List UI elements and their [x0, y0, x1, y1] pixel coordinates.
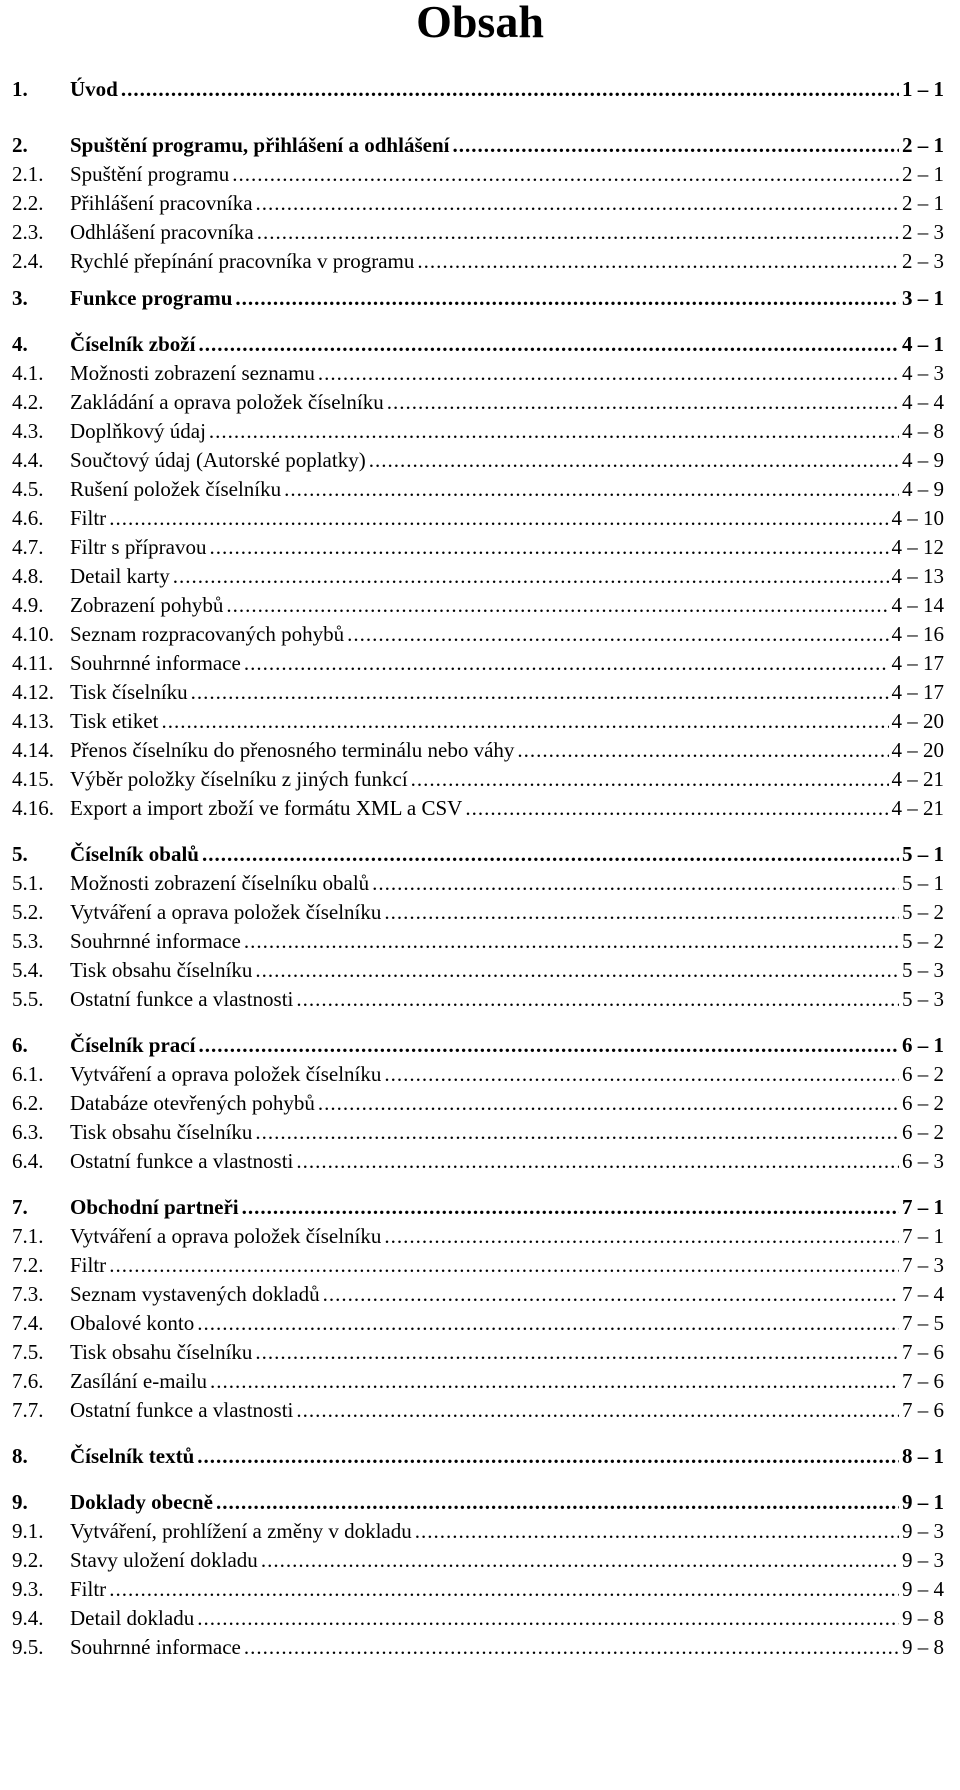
- toc-leader-dots: [417, 247, 899, 276]
- toc-chapter[interactable]: [12, 1193, 944, 1222]
- toc-title: Číselník textů: [70, 1444, 195, 1468]
- toc-page-number: 9 – 3: [902, 1548, 944, 1572]
- toc-number: 4.1.: [12, 361, 44, 385]
- toc-page-number: 4 – 17: [891, 651, 944, 675]
- toc-leader-dots: [197, 1309, 899, 1338]
- toc-page-number: 7 – 6: [902, 1369, 944, 1393]
- toc-entry[interactable]: [12, 1604, 944, 1633]
- toc-leader-dots: [244, 927, 899, 956]
- toc-page-number: 2 – 1: [902, 191, 944, 215]
- toc-leader-dots: [255, 956, 899, 985]
- toc-leader-dots: [411, 765, 889, 794]
- toc-entry[interactable]: [12, 985, 944, 1014]
- toc-leader-dots: [162, 707, 889, 736]
- toc-leader-dots: [197, 1604, 899, 1633]
- toc-page-number: 5 – 3: [902, 958, 944, 982]
- toc-page-number: 9 – 1: [902, 1490, 944, 1514]
- toc-leader-dots: [244, 649, 889, 678]
- toc-number: 4.11.: [12, 651, 54, 675]
- toc-entry[interactable]: [12, 1251, 944, 1280]
- toc-page-number: 5 – 1: [902, 871, 944, 895]
- toc-page-number: 9 – 3: [902, 1519, 944, 1543]
- toc-number: 4.8.: [12, 564, 44, 588]
- toc-number: 9.5.: [12, 1635, 44, 1659]
- toc-title: Tisk etiket: [70, 709, 159, 733]
- toc-entry[interactable]: [12, 475, 944, 504]
- toc-title: Rychlé přepínání pracovníka v programu: [70, 249, 415, 273]
- toc-title: Rušení položek číselníku: [70, 477, 282, 501]
- toc-number: 9.: [12, 1490, 28, 1514]
- toc-leader-dots: [465, 794, 888, 823]
- toc-page-number: 5 – 2: [902, 929, 944, 953]
- toc-entry[interactable]: [12, 1396, 944, 1425]
- toc-leader-dots: [198, 1031, 899, 1060]
- toc-page-number: 7 – 1: [902, 1195, 944, 1219]
- toc-number: 5.1.: [12, 871, 44, 895]
- toc-leader-dots: [109, 504, 888, 533]
- toc-page-number: 2 – 3: [902, 220, 944, 244]
- toc-leader-dots: [255, 1338, 899, 1367]
- toc-number: 7.5.: [12, 1340, 44, 1364]
- toc-title: Seznam rozpracovaných pohybů: [70, 622, 345, 646]
- toc-chapter[interactable]: [12, 1031, 944, 1060]
- toc-number: 4.3.: [12, 419, 44, 443]
- toc-title: Doklady obecně: [70, 1490, 213, 1514]
- toc-leader-dots: [244, 1633, 899, 1662]
- toc-entry[interactable]: [12, 1338, 944, 1367]
- toc-leader-dots: [121, 75, 899, 104]
- toc-title: Vytváření a oprava položek číselníku: [70, 900, 382, 924]
- toc-number: 6.: [12, 1033, 28, 1057]
- toc-page-number: 3 – 1: [902, 286, 944, 310]
- toc-title: Tisk obsahu číselníku: [70, 1120, 253, 1144]
- toc-leader-dots: [369, 446, 899, 475]
- toc-page-number: 7 – 1: [902, 1224, 944, 1248]
- toc-entry[interactable]: [12, 1575, 944, 1604]
- toc-entry[interactable]: [12, 707, 944, 736]
- toc-number: 6.1.: [12, 1062, 44, 1086]
- toc-title: Číselník zboží: [70, 332, 196, 356]
- toc-number: 4.12.: [12, 680, 54, 704]
- toc-title: Přihlášení pracovníka: [70, 191, 253, 215]
- toc-chapter[interactable]: [12, 1488, 944, 1517]
- toc-entry[interactable]: [12, 1367, 944, 1396]
- toc-leader-dots: [109, 1575, 899, 1604]
- toc-entry[interactable]: [12, 1147, 944, 1176]
- toc-leader-dots: [347, 620, 888, 649]
- toc-title: Export a import zboží ve formátu XML a CSV: [70, 796, 463, 820]
- toc-entry[interactable]: [12, 794, 944, 823]
- toc-number: 7.4.: [12, 1311, 44, 1335]
- toc-leader-dots: [216, 1488, 899, 1517]
- toc-entry[interactable]: [12, 956, 944, 985]
- toc-page-number: 4 – 20: [891, 738, 944, 762]
- toc-entry[interactable]: [12, 504, 944, 533]
- toc-entry[interactable]: [12, 869, 944, 898]
- toc-title: Možnosti zobrazení seznamu: [70, 361, 315, 385]
- toc-leader-dots: [226, 591, 888, 620]
- toc-title: Odhlášení pracovníka: [70, 220, 254, 244]
- toc-number: 3.: [12, 286, 28, 310]
- toc-page-number: 2 – 1: [902, 133, 944, 157]
- toc-page-number: 4 – 14: [891, 593, 944, 617]
- toc-leader-dots: [235, 284, 899, 313]
- toc-number: 4.15.: [12, 767, 54, 791]
- toc-page-number: 4 – 10: [891, 506, 944, 530]
- toc-title: Obalové konto: [70, 1311, 195, 1335]
- toc-entry[interactable]: [12, 247, 944, 276]
- toc-entry[interactable]: [12, 649, 944, 678]
- toc-number: 9.2.: [12, 1548, 44, 1572]
- toc-chapter[interactable]: [12, 284, 944, 313]
- toc-number: 7.3.: [12, 1282, 44, 1306]
- toc-title: Zobrazení pohybů: [70, 593, 224, 617]
- toc-number: 4.13.: [12, 709, 54, 733]
- toc-entry[interactable]: [12, 388, 944, 417]
- toc-title: Stavy uložení dokladu: [70, 1548, 258, 1572]
- toc-page-number: 1 – 1: [902, 77, 944, 101]
- toc-leader-dots: [415, 1517, 899, 1546]
- toc-number: 7.: [12, 1195, 28, 1219]
- toc-page-number: 5 – 2: [902, 900, 944, 924]
- toc-page-number: 4 – 3: [902, 361, 944, 385]
- toc-title: Obchodní partneři: [70, 1195, 239, 1219]
- toc-leader-dots: [202, 840, 899, 869]
- toc-page-number: 6 – 1: [902, 1033, 944, 1057]
- toc-title: Součtový údaj (Autorské poplatky): [70, 448, 366, 472]
- toc-title: Ostatní funkce a vlastnosti: [70, 1398, 294, 1422]
- toc-page-number: 4 – 21: [891, 796, 944, 820]
- toc-entry[interactable]: [12, 562, 944, 591]
- toc-entry[interactable]: [12, 736, 944, 765]
- toc-number: 6.4.: [12, 1149, 44, 1173]
- toc-page-number: 7 – 3: [902, 1253, 944, 1277]
- toc-number: 4.2.: [12, 390, 44, 414]
- toc-leader-dots: [197, 1442, 899, 1471]
- toc-number: 7.7.: [12, 1398, 44, 1422]
- toc-page-number: 6 – 3: [902, 1149, 944, 1173]
- toc-title: Zasílání e-mailu: [70, 1369, 208, 1393]
- toc-page-number: 6 – 2: [902, 1062, 944, 1086]
- toc-entry[interactable]: [12, 898, 944, 927]
- toc-title: Výběr položky číselníku z jiných funkcí: [70, 767, 408, 791]
- toc-entry[interactable]: [12, 160, 944, 189]
- toc-title: Ostatní funkce a vlastnosti: [70, 987, 294, 1011]
- toc-page-number: 9 – 4: [902, 1577, 944, 1601]
- toc-title: Ostatní funkce a vlastnosti: [70, 1149, 294, 1173]
- toc-leader-dots: [384, 1060, 899, 1089]
- toc-title: Zakládání a oprava položek číselníku: [70, 390, 384, 414]
- toc-page-number: 4 – 13: [891, 564, 944, 588]
- toc-leader-dots: [191, 678, 889, 707]
- toc-page-number: 7 – 6: [902, 1398, 944, 1422]
- toc-entry[interactable]: [12, 359, 944, 388]
- toc-page-number: 4 – 16: [891, 622, 944, 646]
- toc-leader-dots: [384, 1222, 899, 1251]
- toc-number: 9.1.: [12, 1519, 44, 1543]
- toc-title: Souhrnné informace: [70, 929, 241, 953]
- toc-page-number: 6 – 2: [902, 1091, 944, 1115]
- toc-title: Číselník obalů: [70, 842, 199, 866]
- toc-leader-dots: [261, 1546, 899, 1575]
- toc-number: 2.2.: [12, 191, 44, 215]
- toc-title: Úvod: [70, 77, 118, 101]
- toc-number: 4.9.: [12, 593, 44, 617]
- toc-entry[interactable]: [12, 591, 944, 620]
- toc-entry[interactable]: [12, 1546, 944, 1575]
- toc-entry[interactable]: [12, 417, 944, 446]
- toc-chapter[interactable]: [12, 75, 944, 104]
- toc-page-number: 4 – 9: [902, 448, 944, 472]
- toc-entry[interactable]: [12, 1118, 944, 1147]
- toc-title: Filtr: [70, 506, 107, 530]
- toc-leader-dots: [257, 218, 899, 247]
- toc-title: Tisk číselníku: [70, 680, 188, 704]
- toc-title: Seznam vystavených dokladů: [70, 1282, 320, 1306]
- toc-leader-dots: [198, 330, 899, 359]
- toc-page-number: 4 – 12: [891, 535, 944, 559]
- toc-number: 9.4.: [12, 1606, 44, 1630]
- toc-title: Filtr: [70, 1577, 107, 1601]
- toc-entry[interactable]: [12, 189, 944, 218]
- toc-title: Filtr s přípravou: [70, 535, 207, 559]
- toc-page-number: 9 – 8: [902, 1606, 944, 1630]
- toc-entry[interactable]: [12, 765, 944, 794]
- toc-number: 2.1.: [12, 162, 44, 186]
- toc-number: 5.2.: [12, 900, 44, 924]
- toc-leader-dots: [284, 475, 899, 504]
- toc-title: Databáze otevřených pohybů: [70, 1091, 315, 1115]
- toc-title: Vytváření a oprava položek číselníku: [70, 1224, 382, 1248]
- page-title: Obsah: [416, 0, 544, 47]
- toc-number: 4.7.: [12, 535, 44, 559]
- toc-leader-dots: [256, 189, 899, 218]
- toc-number: 5.4.: [12, 958, 44, 982]
- toc-page-number: 5 – 3: [902, 987, 944, 1011]
- toc-title: Souhrnné informace: [70, 651, 241, 675]
- toc-entry[interactable]: [12, 533, 944, 562]
- toc-entry[interactable]: [12, 1633, 944, 1662]
- toc-leader-dots: [232, 160, 899, 189]
- toc-number: 6.3.: [12, 1120, 44, 1144]
- toc-title: Vytváření a oprava položek číselníku: [70, 1062, 382, 1086]
- toc-chapter[interactable]: [12, 1442, 944, 1471]
- toc-number: 4.14.: [12, 738, 54, 762]
- toc-number: 7.1.: [12, 1224, 44, 1248]
- toc-leader-dots: [296, 1147, 899, 1176]
- toc-entry[interactable]: [12, 218, 944, 247]
- toc-leader-dots: [173, 562, 889, 591]
- toc-page-number: 4 – 1: [902, 332, 944, 356]
- toc-number: 2.4.: [12, 249, 44, 273]
- toc-page-number: 4 – 9: [902, 477, 944, 501]
- toc-page-number: 8 – 1: [902, 1444, 944, 1468]
- toc-number: 9.3.: [12, 1577, 44, 1601]
- toc-leader-dots: [318, 1089, 899, 1118]
- toc-title: Filtr: [70, 1253, 107, 1277]
- toc-leader-dots: [242, 1193, 899, 1222]
- toc-leader-dots: [318, 359, 899, 388]
- toc-leader-dots: [209, 417, 899, 446]
- toc-entry[interactable]: [12, 1222, 944, 1251]
- toc-number: 1.: [12, 77, 28, 101]
- toc-leader-dots: [387, 388, 899, 417]
- toc-title: Tisk obsahu číselníku: [70, 1340, 253, 1364]
- toc-number: 4.10.: [12, 622, 54, 646]
- toc-number: 2.: [12, 133, 28, 157]
- toc-page-number: 4 – 21: [891, 767, 944, 791]
- toc-entry[interactable]: [12, 1309, 944, 1338]
- toc-entry[interactable]: [12, 1060, 944, 1089]
- toc-entry[interactable]: [12, 620, 944, 649]
- toc-page-number: 2 – 1: [902, 162, 944, 186]
- toc-entry[interactable]: [12, 446, 944, 475]
- toc-chapter[interactable]: [12, 840, 944, 869]
- toc-number: 4.: [12, 332, 28, 356]
- toc-number: 4.6.: [12, 506, 44, 530]
- toc-page-number: 4 – 20: [891, 709, 944, 733]
- toc-leader-dots: [452, 131, 899, 160]
- toc-leader-dots: [210, 1367, 899, 1396]
- toc-title: Souhrnné informace: [70, 1635, 241, 1659]
- toc-page-number: 5 – 1: [902, 842, 944, 866]
- toc-leader-dots: [296, 985, 899, 1014]
- toc-entry[interactable]: [12, 1089, 944, 1118]
- toc-entry[interactable]: [12, 1517, 944, 1546]
- toc-leader-dots: [384, 898, 899, 927]
- toc-number: 4.16.: [12, 796, 54, 820]
- toc-title: Možnosti zobrazení číselníku obalů: [70, 871, 370, 895]
- toc-page-number: 4 – 17: [891, 680, 944, 704]
- toc-page-number: 9 – 8: [902, 1635, 944, 1659]
- toc-leader-dots: [210, 533, 889, 562]
- toc-page-number: 4 – 4: [902, 390, 944, 414]
- toc-leader-dots: [296, 1396, 899, 1425]
- toc-title: Vytváření, prohlížení a změny v dokladu: [70, 1519, 412, 1543]
- toc-page-number: 2 – 3: [902, 249, 944, 273]
- toc-title: Doplňkový údaj: [70, 419, 206, 443]
- toc-number: 7.6.: [12, 1369, 44, 1393]
- toc-entry[interactable]: [12, 678, 944, 707]
- toc-leader-dots: [517, 736, 888, 765]
- toc-entry[interactable]: [12, 1280, 944, 1309]
- toc-number: 5.3.: [12, 929, 44, 953]
- toc-chapter[interactable]: [12, 330, 944, 359]
- toc-number: 5.: [12, 842, 28, 866]
- toc-entry[interactable]: [12, 927, 944, 956]
- toc-number: 4.4.: [12, 448, 44, 472]
- toc-number: 6.2.: [12, 1091, 44, 1115]
- toc-page-number: 7 – 5: [902, 1311, 944, 1335]
- toc-title: Přenos číselníku do přenosného terminálu nebo váhy: [70, 738, 515, 762]
- toc-number: 4.5.: [12, 477, 44, 501]
- toc-title: Funkce programu: [70, 286, 233, 310]
- toc-number: 2.3.: [12, 220, 44, 244]
- toc-number: 5.5.: [12, 987, 44, 1011]
- toc-leader-dots: [109, 1251, 899, 1280]
- toc-title: Spuštění programu, přihlášení a odhlášení: [70, 133, 450, 157]
- toc-number: 8.: [12, 1444, 28, 1468]
- toc-page-number: 4 – 8: [902, 419, 944, 443]
- toc-leader-dots: [372, 869, 899, 898]
- toc-leader-dots: [255, 1118, 899, 1147]
- toc-page-number: 6 – 2: [902, 1120, 944, 1144]
- toc-chapter[interactable]: [12, 131, 944, 160]
- toc-title: Tisk obsahu číselníku: [70, 958, 253, 982]
- toc-page-number: 7 – 4: [902, 1282, 944, 1306]
- toc-number: 7.2.: [12, 1253, 44, 1277]
- toc-title: Detail karty: [70, 564, 170, 588]
- toc-leader-dots: [323, 1280, 899, 1309]
- toc-title: Spuštění programu: [70, 162, 230, 186]
- toc-title: Detail dokladu: [70, 1606, 195, 1630]
- toc-page-number: 7 – 6: [902, 1340, 944, 1364]
- toc-title: Číselník prací: [70, 1033, 196, 1057]
